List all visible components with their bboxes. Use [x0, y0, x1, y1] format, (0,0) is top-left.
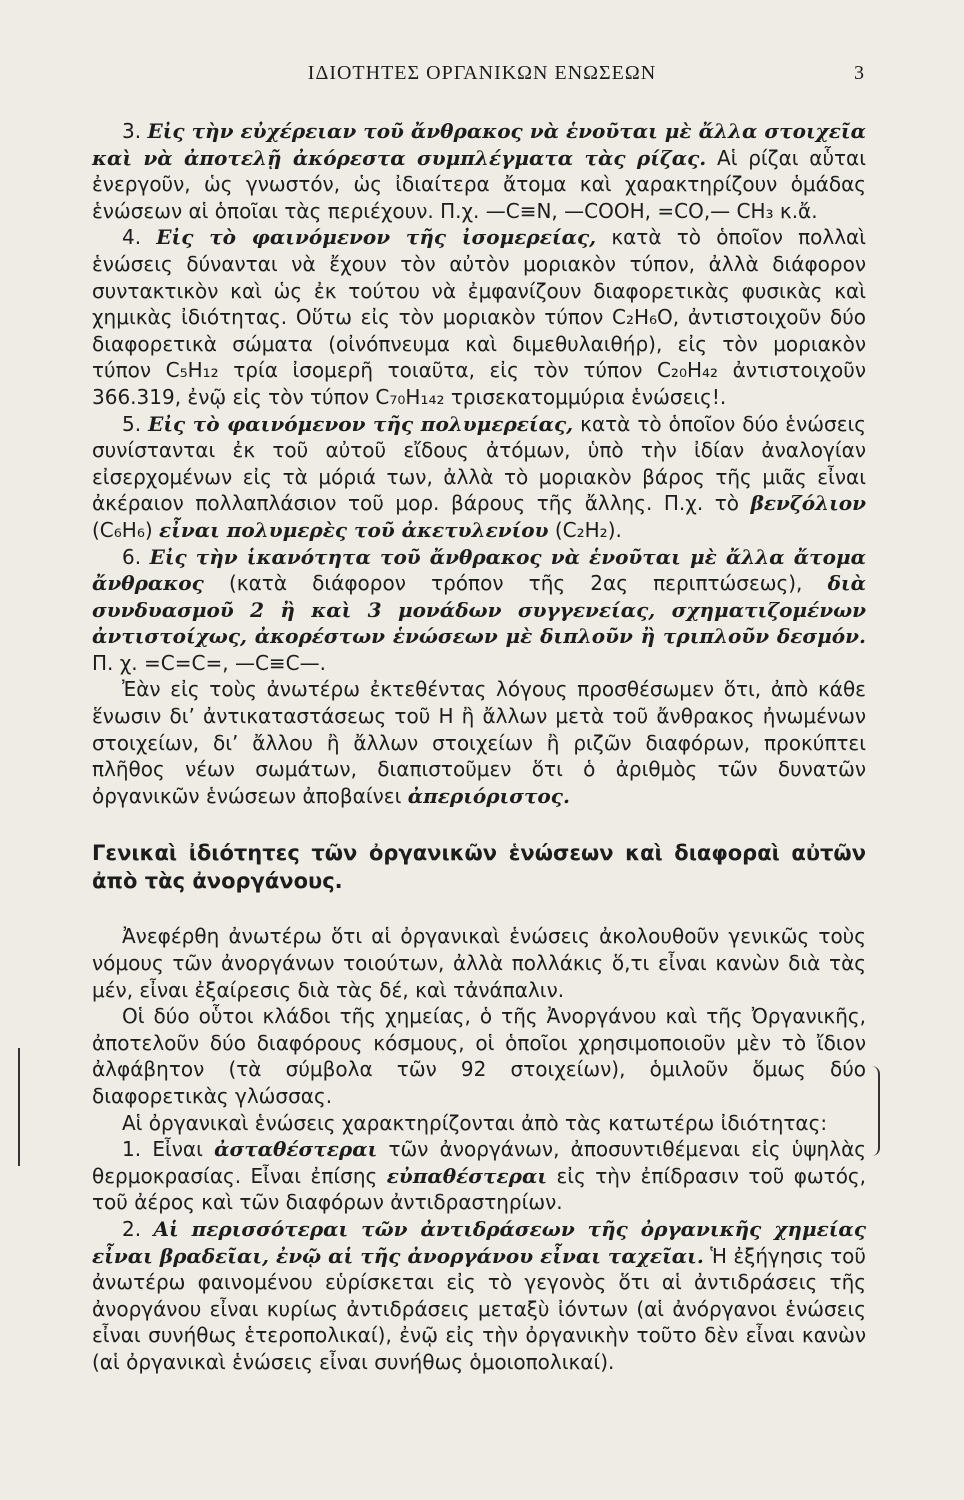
item-text: Ἡ ἐξήγησις τοῦ ἀνωτέρω φαινομένου εὑρίσκεται εἰς τὸ γεγονὸς ὅτι αἱ ἀντιδράσεις τῆς ἀνοργάνου εἶναι κυρίως ἀντιδράσεις μεταξὺ ἰόντων (αἱ ἀνόργανοι ἑνώσεις εἶναι συνήθως ἑτεροπολικαί), ἐνῷ εἰς τὴν ὀργανικὴν τοῦτο δὲν εἶναι κανὼν (αἱ ὀργανικαὶ ἑνώσεις εἶναι συνήθως ὁμοιοπολικαί).	[92, 1243, 866, 1374]
section-heading: Γενικαὶ ἰδιότητες τῶν ὀργανικῶν ἑνώσεων καὶ διαφοραὶ αὐτῶν ἀπὸ τὰς ἀνοργάνους.	[92, 841, 866, 894]
item-number: 2.	[122, 1216, 142, 1241]
item-number: 5.	[122, 411, 142, 436]
item-5	[92, 411, 866, 544]
item-text: Π. χ. =C=C=, —C≡C—.	[92, 650, 326, 675]
item-emphasis: Εἰς τὴν ἱκανότητα τοῦ ἄνθρακος νὰ ἑνοῦται μὲ ἄλλα ἄτομα ἄνθρακος	[92, 544, 866, 596]
summary-paragraph	[92, 676, 866, 809]
item-number: 4.	[122, 225, 142, 250]
item-text: εἰς τὴν ἐπίδρασιν τοῦ φωτός, τοῦ ἀέρος καὶ τῶν διαφόρων ἀντιδραστηρίων.	[92, 1163, 867, 1215]
property-1	[92, 1136, 866, 1216]
item-text: Εἶναι	[152, 1137, 203, 1162]
item-text: κατὰ τὸ ὁποῖον πολλαὶ ἑνώσεις δύνανται νὰ ἔχουν τὸν αὐτὸν μοριακὸν τύπον, ἀλλὰ διάφορον συντακτικὸν καὶ ὡς ἐκ τούτου νὰ ἐμφανίζουν διαφορετικὰς φυσικὰς καὶ χημικὰς ἰδιότητας. Οὕτω εἰς τὸν μοριακὸν τύπον C₂H₆O, ἀντιστοιχοῦν δύο διαφορετικὰ σώματα (οἰνόπνευμα καὶ διμεθυλαιθήρ), εἰς τὸν μοριακὸν τύπον C₅H₁₂ τρία ἰσομερῆ τοιαῦτα, εἰς τὸν τύπον C₂₀H₄₂ ἀντιστοιχοῦν 366.319, ἐνῷ εἰς τὸν τύπον C₇₀H₁₄₂ τρισεκατομμύρια ἑνώσεις!.	[92, 225, 866, 409]
item-emphasis: εὐπαθέστεραι	[386, 1163, 548, 1188]
item-6	[92, 544, 866, 677]
item-text: Αἱ ρίζαι αὗται ἐνεργοῦν, ὡς γνωστόν, ὡς ἰδιαίτερα ἄτομα καὶ χαρακτηρίζουν ὁμάδας ἑνώσεων αἱ ὁποῖαι τὰς περιέχουν. Π.χ. —C≡N, —COOH, =CO,— CH₃ κ.ἄ.	[92, 145, 867, 223]
item-text: (κατὰ διάφορον τρόπον τῆς 2ας περιπτώσεως),	[229, 571, 803, 596]
paragraph-emphasis: ἀπεριόριστος.	[407, 783, 570, 808]
header-title: ΙΔΙΟΤΗΤΕΣ ΟΡΓΑΝΙΚΩΝ ΕΝΩΣΕΩΝ	[307, 62, 657, 84]
item-emphasis: βενζόλιον	[750, 491, 866, 516]
paragraph: Οἱ δύο οὗτοι κλάδοι τῆς χημείας, ὁ τῆς Ἀνοργάνου καὶ τῆς Ὀργανικῆς, ἀποτελοῦν δύο διαφόρους κόσμους, οἱ ὁποῖοι χρησιμοποιοῦν μὲν τὸ ἴδιον ἀλφάβητον (τὰ σύμβολα τῶν 92 στοιχείων), ὁμιλοῦν ὅμως δύο διαφορετικὰς γλώσσας.	[92, 1004, 866, 1108]
item-emphasis: Εἰς τὸ φαινόμενον τῆς πολυμερείας,	[148, 411, 574, 436]
paragraph-text: Ἐὰν εἰς τοὺς ἀνωτέρω ἐκτεθέντας λόγους προσθέσωμεν ὅτι, ἀπὸ κάθε ἕνωσιν δι’ ἀντικαταστάσεως τοῦ H ἢ ἄλλων μετὰ τοῦ ἄνθρακος ἠνωμένων στοιχείων, δι’ ἄλλου ἢ ἄλλων στοιχείων ἢ ριζῶν διαφόρων, προκύπτει πλῆθος νέων σωμάτων, διαπιστοῦμεν ὅτι ὁ ἀριθμὸς τῶν δυνατῶν ὀργανικῶν ἑνώσεων ἀποβαίνει	[92, 677, 866, 808]
item-text: (C₂H₂).	[554, 517, 622, 542]
item-emphasis: Εἰς τὴν εὐχέρειαν τοῦ ἄνθρακος νὰ ἑνοῦται μὲ ἄλλα στοιχεῖα καὶ νὰ ἀποτελῇ ἀκόρεστα συμπλέγματα τὰς ρίζας.	[92, 119, 866, 170]
item-emphasis: ἀσταθέστεραι	[214, 1137, 378, 1162]
item-number: 1.	[122, 1137, 142, 1162]
page-body	[92, 118, 866, 1376]
paragraph: Αἱ ὀργανικαὶ ἑνώσεις χαρακτηρίζονται ἀπὸ τὰς κατωτέρω ἰδιότητας:	[122, 1110, 828, 1135]
margin-mark	[18, 1048, 20, 1166]
item-4	[92, 224, 866, 410]
item-number: 3.	[122, 119, 142, 143]
item-emphasis: Αἱ περισσότεραι τῶν ἀντιδράσεων τῆς ὀργανικῆς χημείας εἶναι βραδεῖαι, ἐνῷ αἱ τῆς ἀνοργάνου εἶναι ταχεῖαι.	[92, 1216, 866, 1268]
property-2	[92, 1216, 866, 1376]
running-header	[0, 62, 964, 92]
item-emphasis: εἶναι πολυμερὲς τοῦ ἀκετυλενίου	[159, 517, 549, 542]
item-emphasis: Εἰς τὸ φαινόμενον τῆς ἰσομερείας,	[156, 225, 597, 250]
item-emphasis: διὰ συνδυασμοῦ 2 ἢ καὶ 3 μονάδων συγγενείας, σχηματιζομένων ἀντιστοίχως, ἀκορέστων ἑνώσεων μὲ διπλοῦν ἢ τριπλοῦν δεσμόν.	[92, 571, 867, 649]
paragraph: Ἀνεφέρθη ἀνωτέρω ὅτι αἱ ὀργανικαὶ ἑνώσεις ἀκολουθοῦν γενικῶς τοὺς νόμους τῶν ἀνοργάνων τοιούτων, ἀλλὰ πολλάκις ὅ,τι εἶναι κανὼν διὰ τὰς μέν, εἶναι ἐξαίρεσις διὰ τὰς δέ, καὶ τἀνάπαλιν.	[92, 924, 866, 1002]
item-number: 6.	[122, 544, 142, 569]
item-text: τῶν ἀνοργάνων, ἀποσυντιθέμεναι εἰς ὑψηλὰς θερμοκρασίας. Εἶναι ἐπίσης	[92, 1137, 866, 1188]
item-text: (C₆H₆)	[92, 517, 153, 542]
margin-brace	[870, 1066, 880, 1156]
item-3	[92, 118, 866, 224]
page-number: 3	[854, 62, 864, 84]
item-text: κατὰ τὸ ὁποῖον δύο ἑνώσεις συνίστανται ἐκ τοῦ αὐτοῦ εἴδους ἀτόμων, ὑπὸ τὴν ἰδίαν ἀναλογίαν εἰσερχομένων εἰς τὰ μόριά των, ἀλλὰ τὸ μοριακὸν βάρος τῆς μιᾶς εἶναι ἀκέραιον πολλαπλάσιον τοῦ μορ. βάρους τῆς ἄλλης. Π.χ. τὸ	[92, 411, 867, 516]
